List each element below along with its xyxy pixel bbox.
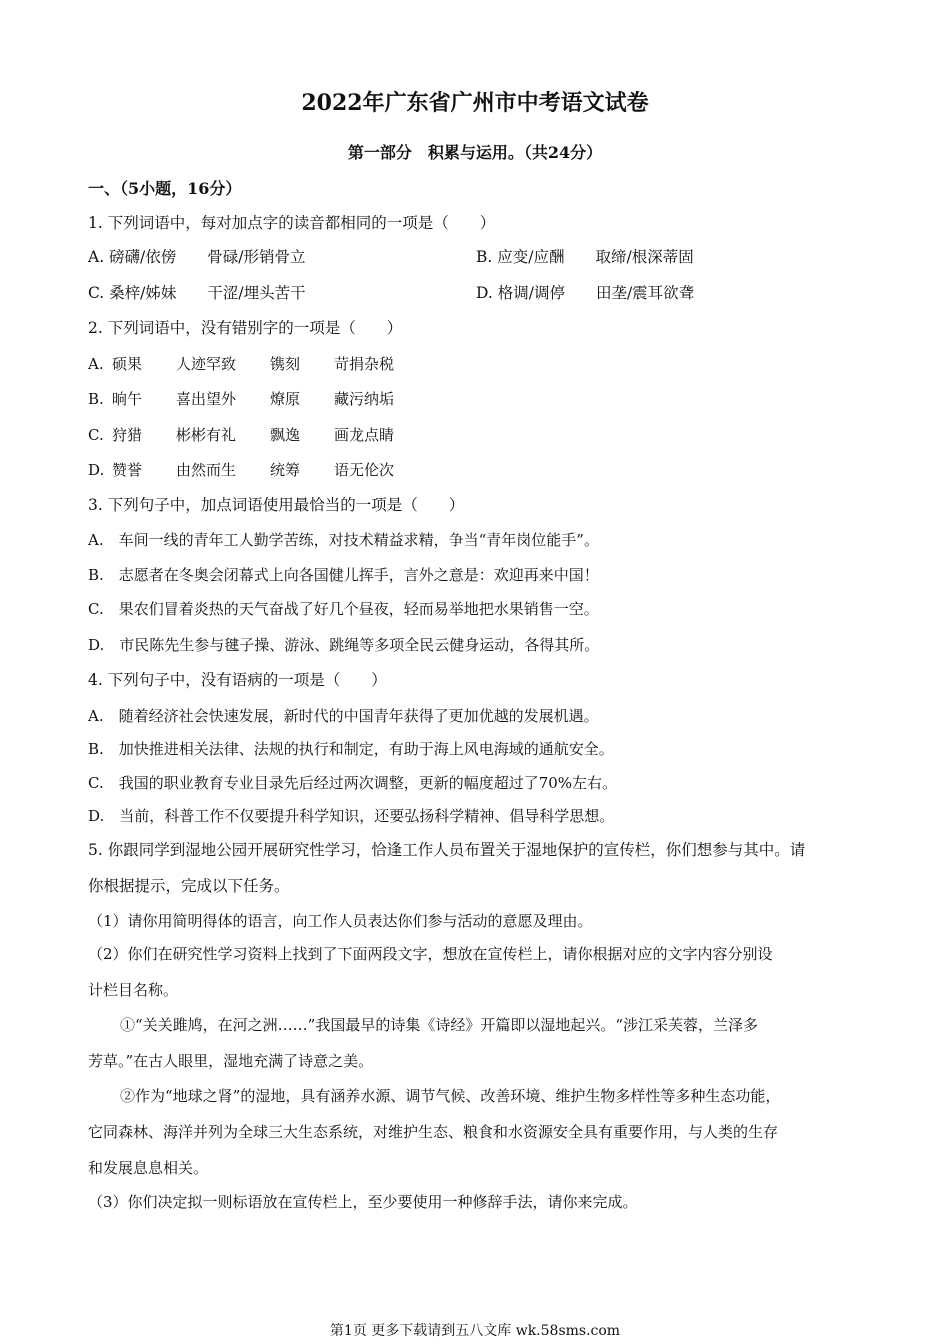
option-label: C. bbox=[88, 426, 104, 444]
q2-option-d bbox=[88, 459, 394, 481]
q5-task-2-line-2: 计栏目名称。 bbox=[88, 981, 179, 999]
passage-2-line-2: 它同森林、海洋并列为全球三大生态系统，对维护生态、粮食和水资源安全具有重要作用，与人类的生存 bbox=[88, 1123, 779, 1141]
q3-option-d: D. 市民陈先生参与毽子操、游泳、跳绳等多项全民云健身运动，各得其所。 bbox=[88, 636, 600, 654]
q1-option-d: D. 格调/调停 田垄/震耳欲聋 bbox=[476, 284, 695, 302]
option-word: 统筹 bbox=[270, 461, 301, 479]
q5-task-2-line-1: （2）你们在研究性学习资料上找到了下面两段文字，想放在宣传栏上，请你根据对应的文字内容分别设 bbox=[88, 945, 773, 963]
q5-task-3: （3）你们决定拟一则标语放在宣传栏上，至少要使用一种修辞手法，请你来完成。 bbox=[88, 1193, 638, 1211]
q4-option-c: C. 我国的职业教育专业目录先后经过两次调整，更新的幅度超过了70%左右。 bbox=[88, 774, 618, 792]
q1-option-b: B. 应变/应酬 取缔/根深蒂固 bbox=[476, 248, 694, 266]
option-word: 人迹罕致 bbox=[176, 355, 237, 373]
q3-option-b: B. 志愿者在冬奥会闭幕式上向各国健儿挥手，言外之意是：欢迎再来中国！ bbox=[88, 566, 599, 584]
passage-1-line-1: ①“关关雎鸠，在河之洲……”我国最早的诗集《诗经》开篇即以湿地起兴。“涉江采芙蓉，兰泽多 bbox=[120, 1016, 759, 1034]
option-word: 画龙点睛 bbox=[334, 426, 395, 444]
option-word: 赞誉 bbox=[112, 461, 143, 479]
option-word: 藏污纳垢 bbox=[334, 390, 395, 408]
q5-task-1: （1）请你用简明得体的语言，向工作人员表达你们参与活动的意愿及理由。 bbox=[88, 912, 593, 930]
option-label: D. bbox=[88, 461, 105, 479]
option-word: 镌刻 bbox=[270, 355, 301, 373]
option-word: 飘逸 bbox=[270, 426, 301, 444]
q4-stem: 4. 下列句子中，没有语病的一项是（ ） bbox=[88, 671, 387, 689]
passage-2-line-3: 和发展息息相关。 bbox=[88, 1159, 209, 1177]
q4-option-a: A. 随着经济社会快速发展，新时代的中国青年获得了更加优越的发展机遇。 bbox=[88, 707, 599, 725]
option-word: 晌午 bbox=[112, 390, 143, 408]
option-word: 语无伦次 bbox=[334, 461, 395, 479]
q1-option-a: A. 磅礴/依傍 骨碌/形销骨立 bbox=[88, 248, 306, 266]
q2-option-b bbox=[88, 388, 394, 410]
q5-stem-line-2: 你根据提示，完成以下任务。 bbox=[88, 877, 290, 895]
page-title: 2022年广东省广州市中考语文试卷 bbox=[301, 90, 649, 116]
option-word: 硕果 bbox=[112, 355, 143, 373]
part-heading: 第一部分 积累与运用。（共24分） bbox=[347, 143, 603, 162]
option-word: 苛捐杂税 bbox=[334, 355, 395, 373]
section-heading: 一、（5小题，16分） bbox=[88, 179, 242, 198]
option-word: 狩猎 bbox=[112, 426, 143, 444]
q4-option-b: B. 加快推进相关法律、法规的执行和制定，有助于海上风电海域的通航安全。 bbox=[88, 740, 614, 758]
q3-stem: 3. 下列句子中，加点词语使用最恰当的一项是（ ） bbox=[88, 496, 465, 514]
q1-option-c: C. 桑梓/姊妹 干涩/埋头苦干 bbox=[88, 284, 306, 302]
page-footer: 第1页 更多下载请到五八文库 wk.58sms.com bbox=[329, 1323, 621, 1339]
q2-option-c bbox=[88, 424, 394, 446]
q3-option-a: A. 车间一线的青年工人勤学苦练，对技术精益求精，争当“青年岗位能手”。 bbox=[88, 531, 599, 549]
option-word: 燎原 bbox=[270, 390, 301, 408]
q2-option-a bbox=[88, 353, 394, 375]
option-word: 彬彬有礼 bbox=[176, 426, 237, 444]
q5-stem-line-1: 5. 你跟同学到湿地公园开展研究性学习，恰逢工作人员布置关于湿地保护的宣传栏，你们想参与其中。请 bbox=[88, 841, 806, 859]
q1-stem: 1. 下列词语中，每对加点字的读音都相同的一项是（ ） bbox=[88, 214, 496, 232]
passage-1-line-2: 芳草。”在古人眼里，湿地充满了诗意之美。 bbox=[88, 1052, 374, 1070]
q4-option-d: D. 当前，科普工作不仅要提升科学知识，还要弘扬科学精神、倡导科学思想。 bbox=[88, 807, 615, 825]
passage-2-line-1: ②作为“地球之肾”的湿地，具有涵养水源、调节气候、改善环境、维护生物多样性等多种生态功能， bbox=[120, 1087, 781, 1105]
q2-stem: 2. 下列词语中，没有错别字的一项是（ ） bbox=[88, 319, 403, 337]
q3-option-c: C. 果农们冒着炎热的天气奋战了好几个昼夜，轻而易举地把水果销售一空。 bbox=[88, 600, 599, 618]
option-word: 由然而生 bbox=[176, 461, 237, 479]
option-label: B. bbox=[88, 390, 104, 408]
option-label: A. bbox=[88, 355, 104, 373]
option-word: 喜出望外 bbox=[176, 390, 237, 408]
